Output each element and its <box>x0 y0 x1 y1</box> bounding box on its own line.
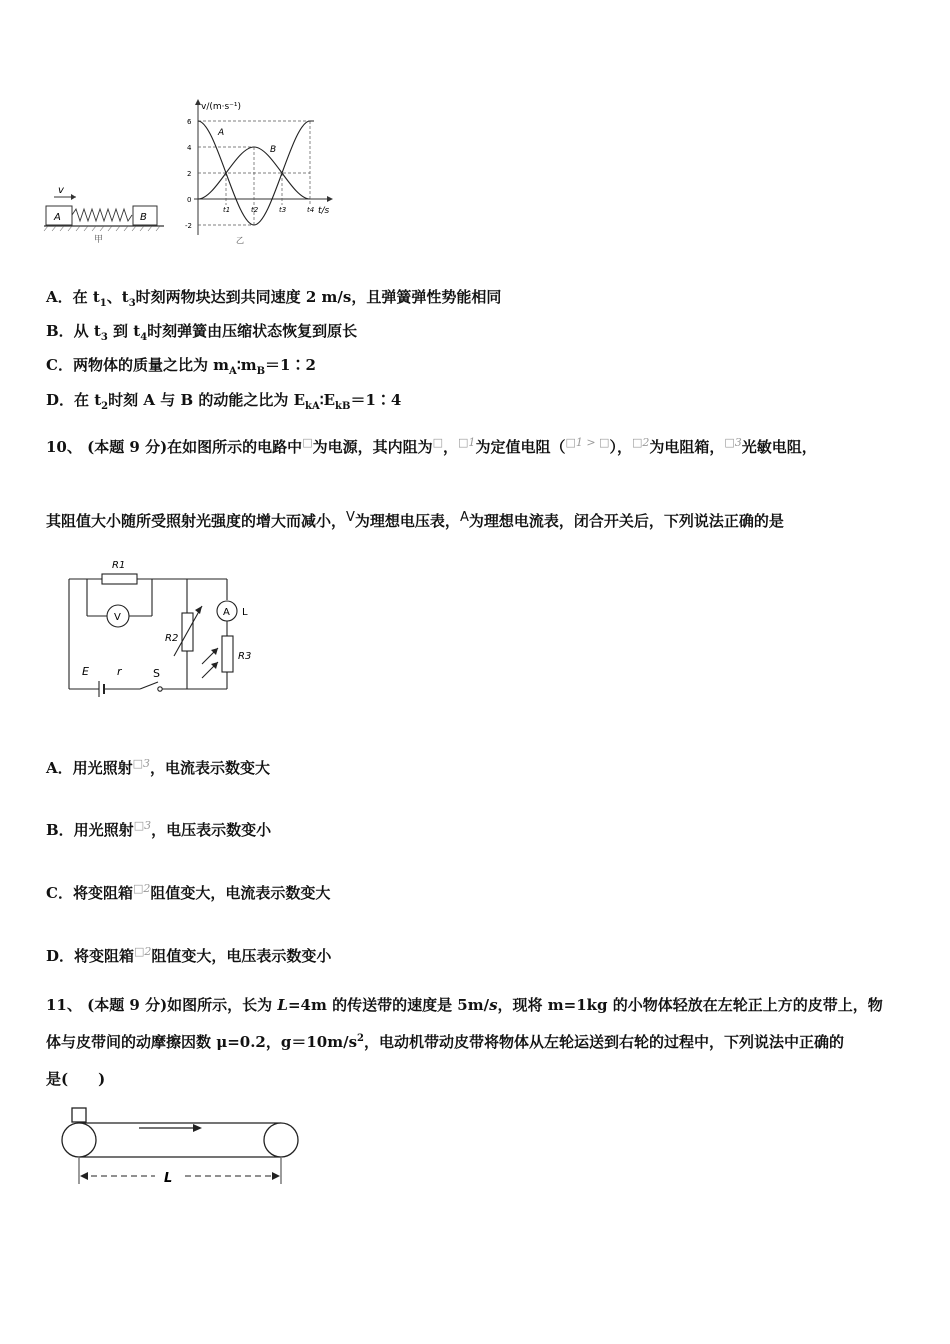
velocity-label: v <box>58 185 64 196</box>
r2-label: R2 <box>165 633 179 644</box>
t-tick-3: t3 <box>279 206 287 214</box>
q10-stem-line2: 其阻值大小随所受照射光强度的增大而减小，V为理想电压表，A为理想电流表，闭合开关后，下列说法正确的是 <box>46 510 784 530</box>
curve-b-label: B <box>270 145 277 155</box>
caption-right: 乙 <box>236 236 244 245</box>
placeholder-r2: □2 <box>631 436 650 449</box>
q10-option-d: D．将变阻箱□2阻值变大，电压表示数变小 <box>46 945 332 965</box>
q10-option-c: C．将变阻箱□2阻值变大，电流表示数变大 <box>46 882 331 902</box>
vt-graph <box>185 99 333 245</box>
emf-label: E <box>82 665 89 678</box>
caption-left: 甲 <box>94 235 104 245</box>
y-tick-0: 0 <box>187 196 192 204</box>
y-axis-label: v/(m·s⁻¹) <box>201 102 242 112</box>
q10-number: 10、 <box>46 438 82 456</box>
q9-option-b: B．从 $t_3$ 到 $t_4$时刻弹簧由压缩状态恢复到原长 <box>46 322 358 343</box>
t-tick-1: t1 <box>223 206 231 214</box>
left-wheel <box>62 1123 96 1157</box>
spring-block-diagram <box>44 185 164 245</box>
placeholder-r1: □1 <box>458 436 476 449</box>
q11-number: 11、 <box>46 996 82 1014</box>
x-axis-label: t/s <box>318 206 330 216</box>
q10-option-a: A．用光照射□3，电流表示数变大 <box>46 757 271 777</box>
length-label: L <box>164 1171 173 1186</box>
q10-stem-line1: 10、 (本题 9 分)在如图所示的电路中□为电源，其内阻为□，□1为定值电阻（□1 > □），□2为电阻箱，□3光敏电阻， <box>46 436 817 456</box>
switch-label: S <box>153 667 160 680</box>
q11-stem-line1: 11、 (本题 9 分)如图所示，长为 L=4m 的传送带的速度是 5m/s，现将 m=1kg 的小物体轻放在左轮正上方的皮带上，物 <box>46 996 883 1014</box>
placeholder-r1-gt-r: □1 > □ <box>565 436 610 449</box>
placeholder-r3: □3 <box>724 436 742 449</box>
voltmeter-label: V <box>114 612 121 623</box>
l-label: L <box>242 607 248 618</box>
placeholder-e: □ <box>302 436 313 449</box>
curve-a-label: A <box>218 128 225 138</box>
conveyor-diagram <box>55 1102 310 1197</box>
y-tick-2: 2 <box>187 170 192 178</box>
t-tick-4: t4 <box>307 206 315 214</box>
t-tick-2: t2 <box>251 206 259 214</box>
r3-label: R3 <box>238 651 252 662</box>
internal-r-label: r <box>117 665 122 678</box>
block-b-label: B <box>140 212 147 223</box>
ammeter-label: A <box>223 607 230 618</box>
spring <box>72 209 132 221</box>
q9-option-d: D．在 $t_2$时刻 A 与 B 的动能之比为 $E_{kA}∶E_{kB}=1∶4$ <box>46 391 402 412</box>
q11-stem-line3: 是( ) <box>46 1070 106 1088</box>
q9-option-a: A．在 $t_1$、$t_3$时刻两物块达到共同速度 2 m/s，且弹簧弹性势能相同 <box>46 288 502 309</box>
ammeter-symbol: A <box>459 510 469 525</box>
figure-spring-vt <box>40 95 350 250</box>
small-block <box>72 1108 86 1122</box>
y-tick-4: 4 <box>187 144 192 152</box>
q9-option-c: C．两物体的质量之比为 $m_A∶m_B=1∶2$ <box>46 356 316 377</box>
y-tick-neg2: -2 <box>185 222 192 230</box>
voltmeter-symbol: V <box>346 510 355 525</box>
placeholder-r: □ <box>432 436 444 449</box>
q11-stem-line2: 体与皮带间的动摩擦因数 μ=0.2，$g=10m/s^2$，电动机带动皮带将物体从左轮运送到右轮的过程中，下列说法中正确的 <box>46 1033 845 1051</box>
q10-option-b: B．用光照射□3，电压表示数变小 <box>46 819 272 839</box>
circuit-diagram <box>62 556 262 701</box>
r1-label: R1 <box>112 560 126 571</box>
y-tick-6: 6 <box>187 118 192 126</box>
block-a-label: A <box>54 212 61 223</box>
right-wheel <box>264 1123 298 1157</box>
